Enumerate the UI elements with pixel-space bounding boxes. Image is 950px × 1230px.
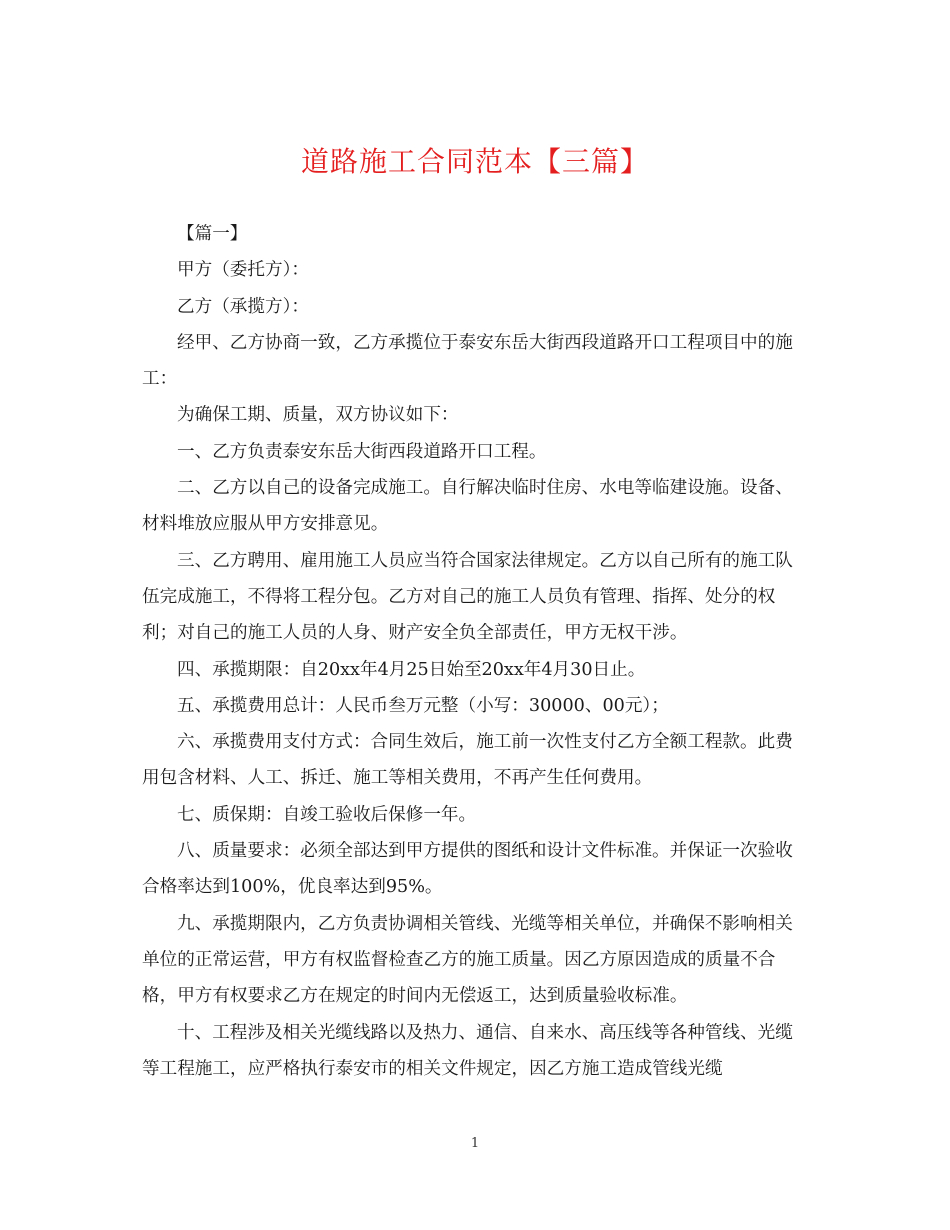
body-paragraph: 为确保工期、质量，双方协议如下：	[177, 405, 459, 426]
section-heading: 【篇一】	[177, 224, 248, 244]
clause-2: 二、乙方以自己的设备完成施工。自行解决临时住房、水电等临建设施。设备、材料堆放应服从甲方安排意见。	[142, 478, 793, 535]
body-paragraph: 经甲、乙方协商一致，乙方承揽位于泰安东岳大街西段道路开口工程项目中的施工：	[142, 332, 793, 390]
clause-3: 三、乙方聘用、雇用施工人员应当符合国家法律规定。乙方以自己所有的施工队伍完成施工，不得将工程分包。乙方对自己的施工人员负有管理、指挥、处分的权利；对自己的施工人员的人身、财产安全负全部责任，甲方无权干涉。	[142, 550, 793, 644]
clause-5: 五、承揽费用总计：人民币叁万元整（小写：30000、00元）；	[177, 695, 669, 716]
clause-7: 七、质保期：自竣工验收后保修一年。	[177, 804, 477, 825]
party-a-line: 甲方（委托方）：	[177, 260, 309, 281]
clause-10: 十、工程涉及相关光缆线路以及热力、通信、自来水、高压线等各种管线、光缆等工程施工，应严格执行泰安市的相关文件规定，因乙方施工造成管线光缆	[142, 1022, 793, 1079]
party-b-line: 乙方（承揽方）：	[177, 296, 309, 317]
clause-6: 六、承揽费用支付方式：合同生效后，施工前一次性支付乙方全额工程款。此费用包含材料、人工、拆迁、施工等相关费用，不再产生任何费用。	[142, 732, 793, 789]
document-body	[142, 216, 807, 1087]
clause-1: 一、乙方负责泰安东岳大街西段道路开口工程。	[177, 441, 547, 462]
document-title: 道路施工合同范本【三篇】	[300, 145, 649, 178]
clause-9: 九、承揽期限内，乙方负责协调相关管线、光缆等相关单位，并确保不影响相关单位的正常运营，甲方有权监督检查乙方的施工质量。因乙方原因造成的质量不合格，甲方有权要求乙方在规定的时间内无偿返工，达到质量验收标准。	[142, 913, 793, 1007]
clause-8: 八、质量要求：必须全部达到甲方提供的图纸和设计文件标准。并保证一次验收合格率达到100%，优良率达到95%。	[142, 841, 793, 898]
page-number: 1	[470, 1136, 480, 1151]
clause-4: 四、承揽期限：自20xx年4月25日始至20xx年4月30日止。	[177, 659, 646, 680]
